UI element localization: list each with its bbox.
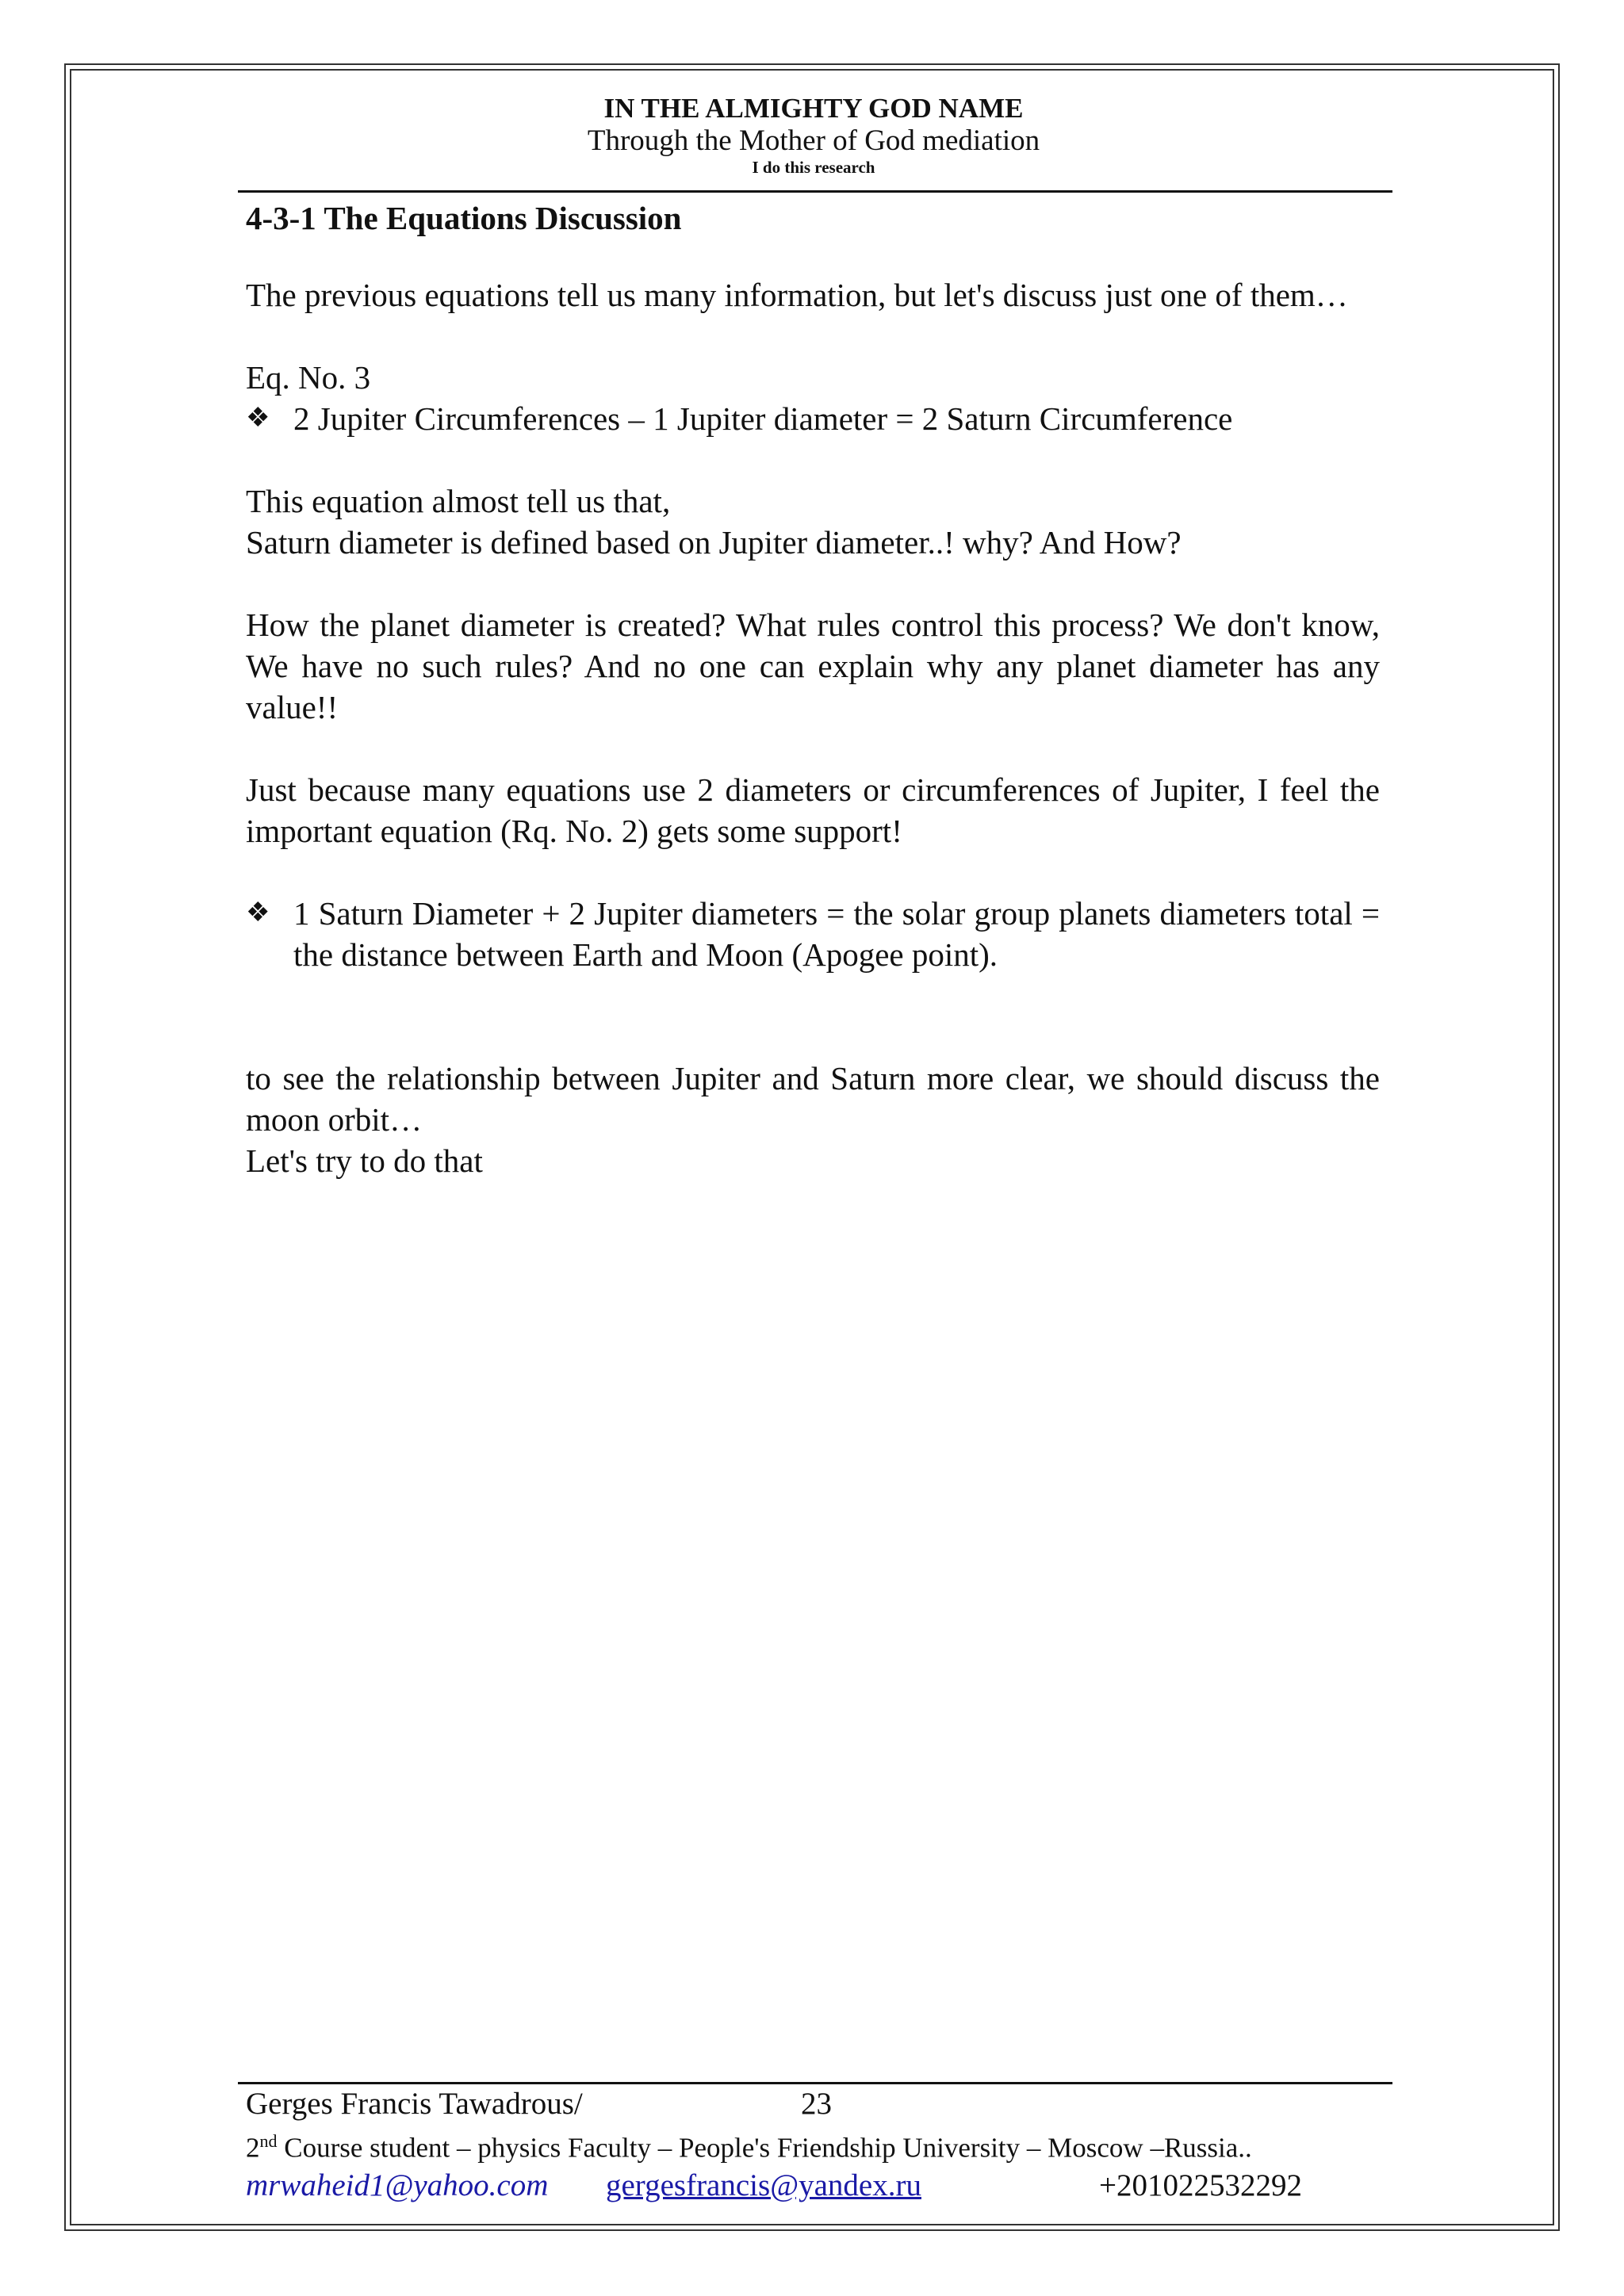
footer-author: Gerges Francis Tawadrous/ <box>246 2087 583 2121</box>
equation-label: Eq. No. 3 <box>246 359 371 396</box>
bullet-item <box>246 398 1380 439</box>
phone-number: +201022532292 <box>1099 2168 1302 2202</box>
section-title: 4-3-1 The Equations Discussion <box>246 200 682 236</box>
page-footer <box>246 2085 1396 2205</box>
email-link-yandex[interactable]: gergesfrancis@yandex.ru <box>606 2168 921 2202</box>
bullet-item <box>246 893 1380 975</box>
paragraph: The previous equations tell us many information, but let's discuss just one of them… <box>246 277 1348 313</box>
paragraph: Just because many equations use 2 diameters or circumferences of Jupiter, I feel the important equation (Rq. No. 2) gets some support! <box>246 771 1380 849</box>
header-rule <box>238 190 1392 193</box>
page-header <box>238 92 1389 178</box>
paragraph: to see the relationship between Jupiter and Saturn more clear, we should discuss the moon orbit… <box>246 1060 1380 1138</box>
paragraph: How the planet diameter is created? What rules control this process? We don't know, We have no such rules? And no one can explain why any planet diameter has any value!! <box>246 607 1380 725</box>
header-title: IN THE ALMIGHTY GOD NAME <box>603 93 1024 124</box>
header-note: I do this research <box>752 158 875 177</box>
diamond-bullet-icon: ❖ <box>246 404 270 433</box>
main-content <box>246 193 1380 1181</box>
diamond-bullet-icon: ❖ <box>246 898 270 928</box>
bullet-text: 2 Jupiter Circumferences – 1 Jupiter diameter = 2 Saturn Circumference <box>293 400 1233 437</box>
paragraph: Let's try to do that <box>246 1142 483 1179</box>
header-subtitle: Through the Mother of God mediation <box>587 124 1040 157</box>
page-number: 23 <box>801 2087 832 2121</box>
footer-rule <box>238 2082 1392 2084</box>
footer-affiliation: 2nd Course student – physics Faculty – People's Friendship University – Moscow –Russia.. <box>246 2131 1252 2164</box>
email-link-yahoo[interactable]: mrwaheid1@yahoo.com <box>246 2168 549 2202</box>
paragraph: This equation almost tell us that, <box>246 483 671 519</box>
bullet-text: 1 Saturn Diameter + 2 Jupiter diameters = the solar group planets diameters total = the distance between Earth and Moon (Apogee point). <box>293 895 1380 973</box>
paragraph: Saturn diameter is defined based on Jupiter diameter..! why? And How? <box>246 524 1182 561</box>
